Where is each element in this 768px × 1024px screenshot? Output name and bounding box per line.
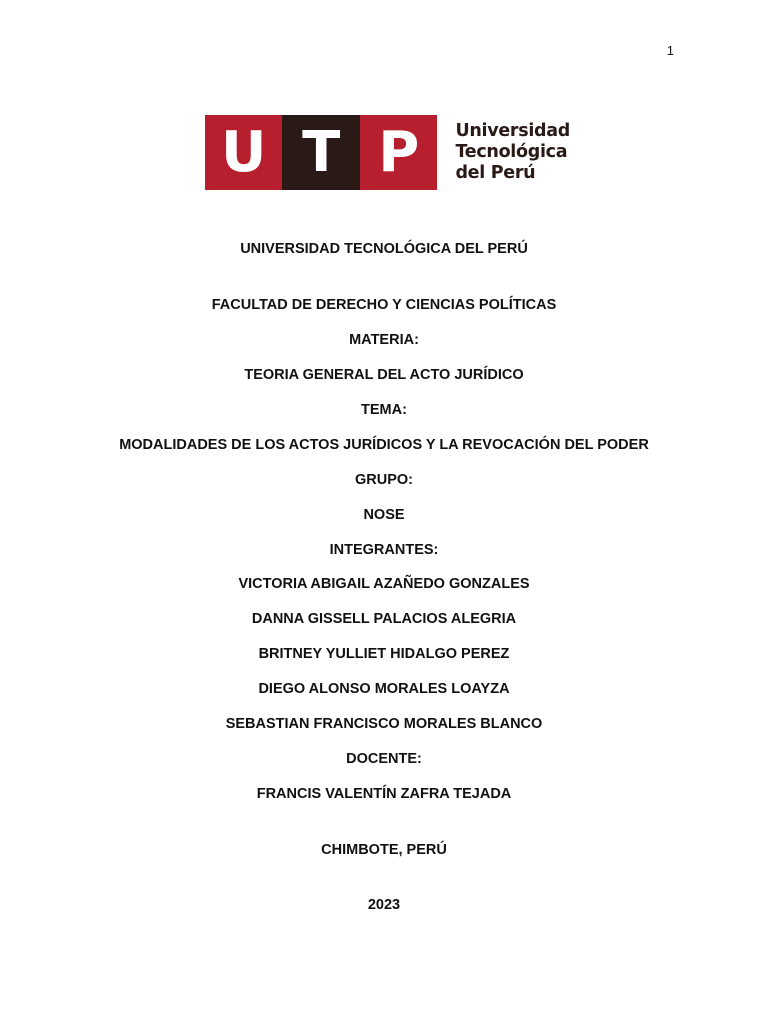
members-label: INTEGRANTES: (329, 542, 439, 558)
faculty-name: FACULTAD DE DERECHO Y CIENCIAS POLÍTICAS (211, 297, 557, 313)
member-name: SEBASTIAN FRANCISCO MORALES BLANCO (225, 716, 543, 732)
location: CHIMBOTE, PERÚ (321, 842, 447, 858)
page-number: 1 (666, 43, 674, 58)
logo-letter-p: P (360, 115, 437, 190)
logo-letter-t: T (282, 115, 359, 190)
member-name: DIEGO ALONSO MORALES LOAYZA (258, 681, 510, 697)
teacher-label: DOCENTE: (346, 751, 422, 767)
subject-value: TEORIA GENERAL DEL ACTO JURÍDICO (244, 367, 524, 383)
logo-text-line: Tecnológica (455, 142, 568, 162)
group-value: NOSE (363, 507, 405, 523)
logo-text-line: del Perú (455, 163, 536, 183)
university-name: UNIVERSIDAD TECNOLÓGICA DEL PERÚ (240, 241, 528, 257)
member-name: BRITNEY YULLIET HIDALGO PEREZ (258, 646, 510, 662)
teacher-name: FRANCIS VALENTÍN ZAFRA TEJADA (256, 786, 512, 802)
member-name: DANNA GISSELL PALACIOS ALEGRIA (251, 611, 517, 627)
logo-text-line: Universidad (455, 121, 571, 141)
topic-label: TEMA: (361, 402, 407, 418)
utp-logo (205, 115, 570, 190)
member-name: VICTORIA ABIGAIL AZAÑEDO GONZALES (238, 576, 530, 592)
year: 2023 (367, 897, 401, 913)
logo-wordmark (455, 115, 570, 190)
logo-letter-u: U (205, 115, 282, 190)
topic-value: MODALIDADES DE LOS ACTOS JURÍDICOS Y LA REVOCACIÓN DEL PODER (119, 437, 649, 453)
group-label: GRUPO: (355, 472, 413, 488)
subject-label: MATERIA: (349, 332, 419, 348)
